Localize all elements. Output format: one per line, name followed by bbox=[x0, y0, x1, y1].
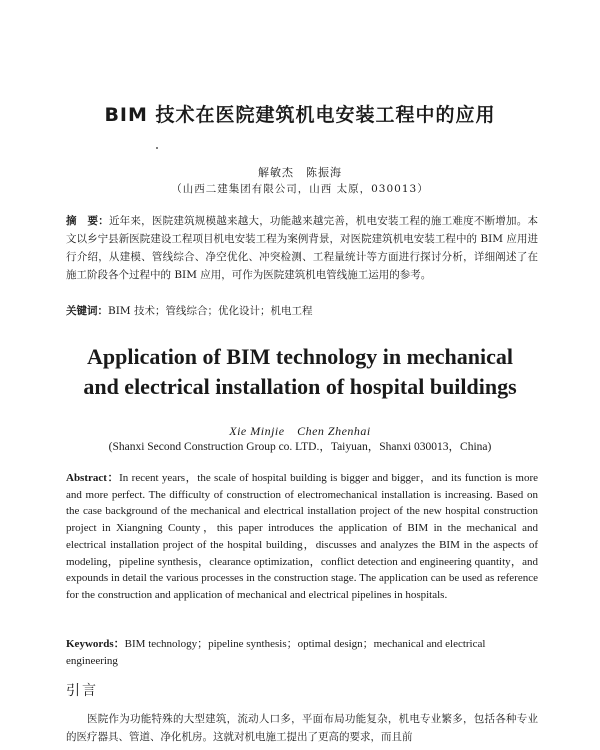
stray-mark bbox=[156, 147, 158, 149]
chinese-keywords-text: BIM 技术；管线综合；优化设计；机电工程 bbox=[108, 305, 313, 317]
english-authors: Xie Minjie Chen Zhenhai bbox=[229, 424, 371, 438]
english-abstract-label: Abstract： bbox=[66, 472, 120, 484]
section-heading-introduction: 引言 bbox=[66, 683, 98, 699]
english-keywords bbox=[66, 636, 538, 669]
english-abstract bbox=[66, 470, 538, 604]
english-keywords-text: BIM technology；pipeline synthesis；optimal design；mechanical and electrical engineering bbox=[66, 638, 486, 667]
english-title-line-2: and electrical installation of hospital buildings bbox=[83, 374, 517, 399]
chinese-abstract-label: 摘 要： bbox=[66, 215, 109, 227]
english-affiliation: (Shanxi Second Construction Group co. LTD.，Taiyuan，Shanxi 030013，China) bbox=[108, 441, 492, 453]
chinese-title: BIM 技术在医院建筑机电安装工程中的应用 bbox=[104, 104, 496, 126]
chinese-abstract-text: 近年来，医院建筑规模越来越大，功能越来越完善，机电安装工程的施工难度不断增加。本文以乡宁县新医院建设工程项目机电安装工程为案例背景，对医院建筑机电安装工程中的 BIM 应用进行介绍，从建模、管线综合、净空优化、冲突检测、工程量统计等方面进行探讨分析，详细阐述了在施工阶段各个过程中的 BIM 应用，可作为医院建筑机电管线施工运用的参考。 bbox=[66, 215, 539, 281]
chinese-keywords bbox=[66, 302, 538, 320]
introduction-paragraph: 医院作为功能特殊的大型建筑，流动人口多，平面布局功能复杂，机电专业繁多，包括各种专业的医疗器具、管道、净化机房。这就对机电施工提出了更高的要求，而且前 bbox=[66, 713, 538, 743]
english-title-line-1: Application of BIM technology in mechanical bbox=[87, 344, 513, 369]
chinese-abstract bbox=[66, 212, 538, 284]
english-keywords-label: Keywords： bbox=[66, 638, 125, 650]
chinese-keywords-label: 关键词： bbox=[66, 305, 108, 317]
english-title bbox=[0, 342, 600, 402]
english-abstract-text: In recent years，the scale of hospital building is bigger and bigger，and its function is more and more perfect. The difficulty of construction of electromechanical installation is increasing. Based on the case background of the mechanical and electrical installation project of the new hospital construction project in Xiangning County，this paper introduces the application of BIM in the mechanical and electrical installation project of the hospital building，discusses and analyzes the BIM in the aspects of modeling，pipeline synthesis，clearance optimization，conflict detection and engineering quantity，and expounds in detail the various processes in the construction stage. The application can be used as reference for the construction and application of mechanical and electrical pipelines in hospitals. bbox=[66, 472, 539, 601]
chinese-affiliation: （山西二建集团有限公司，山西 太原，030013） bbox=[171, 183, 429, 195]
chinese-authors: 解敏杰 陈振海 bbox=[258, 166, 342, 179]
